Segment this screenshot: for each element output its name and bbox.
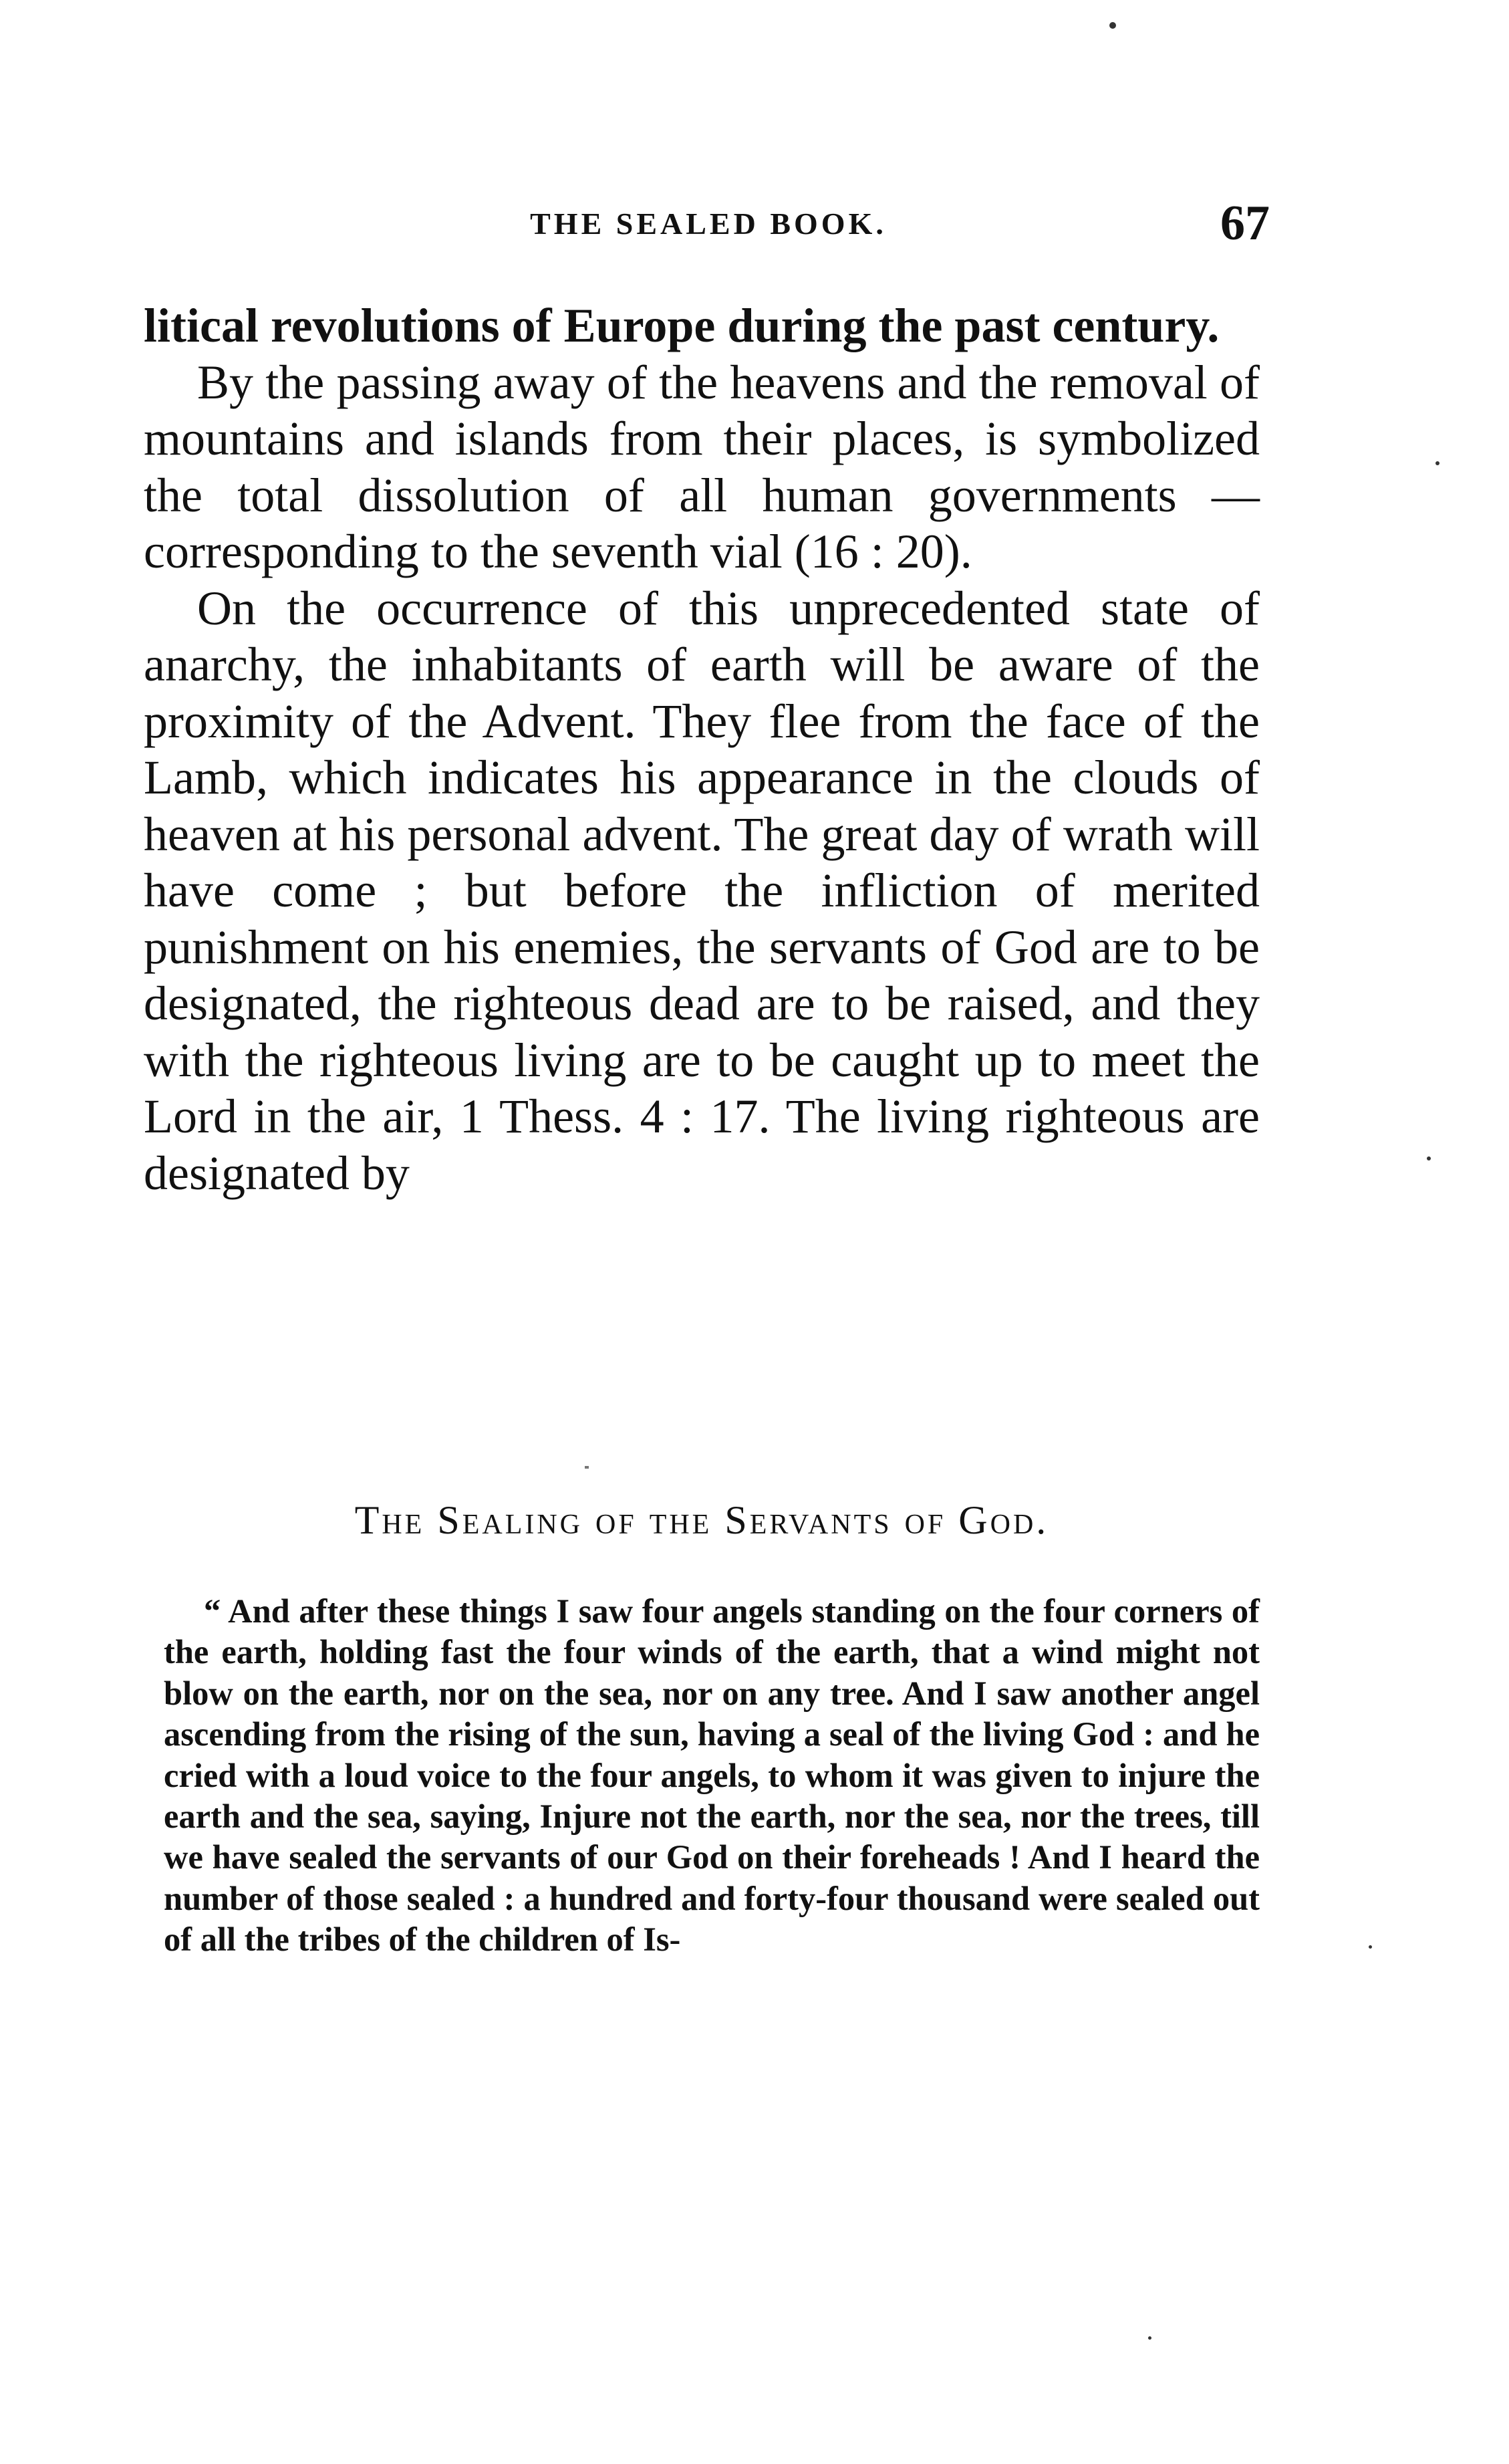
- scripture-quote: “ And after these things I saw four angels standing on the four corners of the earth, holding fast the four winds of the earth, that a wind might not blow on the earth, nor on the sea, nor on any tree. And I saw another angel ascending from the rising of the sun, having a seal of the living God : and he cried with a loud voice to the four angels, to whom it was given to injure the earth and the sea, saying, Injure not the earth, nor the sea, nor the trees, till we have sealed the servants of our God on their foreheads ! And I heard the number of those sealed : a hundred and forty-four thousand were sealed out of all the tribes of the children of Is-: [164, 1592, 1260, 1959]
- page-number: 67: [1220, 196, 1270, 251]
- page-header: [147, 196, 1270, 254]
- ink-speck: [1109, 22, 1116, 29]
- paragraph: By the passing away of the heavens and the removal of mountains and islands from their places, is symbolized the total dissolution of all human governments — corresponding to the seventh vial (16 : 20).: [144, 355, 1260, 578]
- section-divider: [585, 1466, 589, 1469]
- paragraph-continuation: litical revolutions of Europe during the past century.: [144, 299, 1220, 352]
- paragraph: On the occurrence of this unprecedented state of anarchy, the inhabitants of earth will be aware of the proximity of the Advent. They flee from the face of the Lamb, which indicates his appearance in the clouds of heaven at his personal advent. The great day of wrath will have come ; but before the infliction of merited punishment on his enemies, the servants of God are to be designated, the righteous dead are to be raised, and they with the righteous living are to be caught up to meet the Lord in the air, 1 Thess. 4 : 17. The living righteous are designated by: [144, 581, 1260, 1200]
- body-text: [144, 297, 1260, 1201]
- running-head: THE SEALED BOOK.: [530, 207, 887, 241]
- section-heading: The Sealing of the Servants of God.: [354, 1498, 1049, 1542]
- ink-speck: [1148, 2336, 1151, 2340]
- ink-speck: [1435, 461, 1439, 465]
- ink-speck: [1427, 1156, 1431, 1160]
- ink-speck: [1369, 1945, 1372, 1949]
